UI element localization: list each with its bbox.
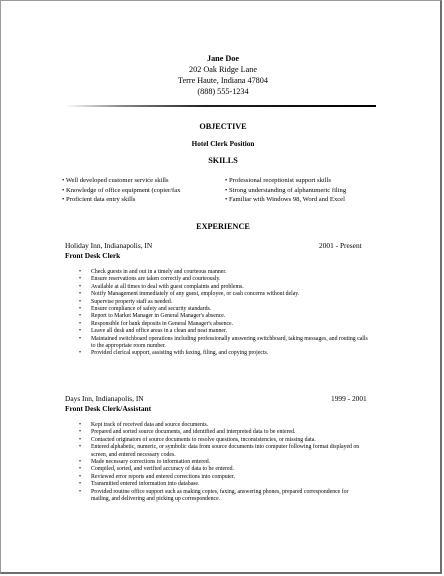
job-duties-list	[79, 269, 369, 358]
duty-item: • Provided routine office support such as making copies, faxing, answering phones, prepared correspondence for mailing, and delivering and picking up correspondence.	[79, 489, 369, 504]
job-employer: Holiday Inn, Indianapolis, IN	[65, 241, 153, 250]
skill-item: • Strong understanding of alphanumeric filing	[225, 186, 347, 194]
city-state-zip: Terre Haute, Indiana 47804	[178, 76, 268, 85]
duty-item: • Responsible for bank deposits in General Manager's absence.	[79, 321, 369, 328]
duty-item: • Report to Market Manager in General Manager's absence.	[79, 313, 369, 320]
header-divider	[65, 105, 376, 107]
skill-item: • Well developed customer service skills	[62, 177, 169, 184]
objective-heading: OBJECTIVE	[199, 122, 247, 131]
duty-item: • Ensure compliance of safety and security standards.	[79, 306, 369, 313]
duty-item: • Ensure reservations are taken correctly and courteously.	[79, 276, 369, 283]
duty-item: • Provided clerical support, assisting with faxing, filing, and copying projects.	[79, 350, 369, 357]
duty-item: • Compiled, sorted, and verified accuracy of data to be entered.	[79, 466, 369, 473]
duty-item: • Kept track of received data and source documents.	[79, 422, 369, 429]
job-employer: Days Inn, Indianapolis, IN	[65, 394, 144, 403]
applicant-name: Jane Doe	[206, 54, 240, 63]
contact-block	[1, 53, 444, 97]
skill-item: • Professional receptionist support skills	[225, 177, 331, 184]
phone-number: (888) 555-1234	[197, 87, 249, 96]
duty-item: • Available at all times to deal with guest complaints and problems.	[79, 284, 369, 291]
duty-item: • Reviewed error reports and entered corrections into computer.	[79, 474, 369, 481]
duty-item: • Leave all desk and office areas in a clean and neat manner.	[79, 328, 369, 335]
job-dates: 1999 - 2001	[331, 394, 367, 403]
duty-item: • Entered alphabetic, numeric, or symbolic data from source documents into computer following format displayed on screen, and entered necessary codes.	[79, 444, 369, 459]
skill-item: • Knowledge of office equipment (copier/fax	[62, 186, 181, 194]
skill-item: • Familiar with Windows 98, Word and Excel	[225, 196, 345, 203]
job-title: Front Desk Clerk/Assistant	[65, 404, 152, 413]
job-title: Front Desk Clerk	[65, 251, 121, 260]
duty-item: • Maintained switchboard operations including professionally answering switchboard, taking messages, and routing calls to the appropriate room number.	[79, 336, 369, 351]
duty-item: • Supervise property staff as needed.	[79, 299, 369, 306]
skills-list-right	[225, 176, 346, 205]
street-address: 202 Oak Ridge Lane	[189, 65, 257, 74]
duty-item: • Notify Management immediately of any guest, employee, or cash concerns without delay.	[79, 291, 369, 298]
skills-list-left	[62, 176, 180, 205]
skills-heading: SKILLS	[208, 156, 238, 165]
duty-item: • Made necessary corrections to information entered.	[79, 459, 369, 466]
duty-item: • Check guests in and out in a timely and courteous manner.	[79, 269, 369, 276]
duty-item: • Transmitted entered information into database.	[79, 481, 369, 488]
job-duties-list	[79, 422, 369, 503]
duty-item: • Contacted originators of source documents to resolve questions, inconsistencies, or missing data.	[79, 437, 369, 444]
experience-heading: EXPERIENCE	[196, 222, 250, 231]
skill-item: • Proficient data entry skills	[62, 196, 136, 203]
duty-item: • Prepared and sorted source documents, and identified and interpreted data to be entered.	[79, 429, 369, 436]
objective-text: Hotel Clerk Position	[191, 140, 255, 148]
job-dates: 2001 - Present	[319, 241, 362, 250]
